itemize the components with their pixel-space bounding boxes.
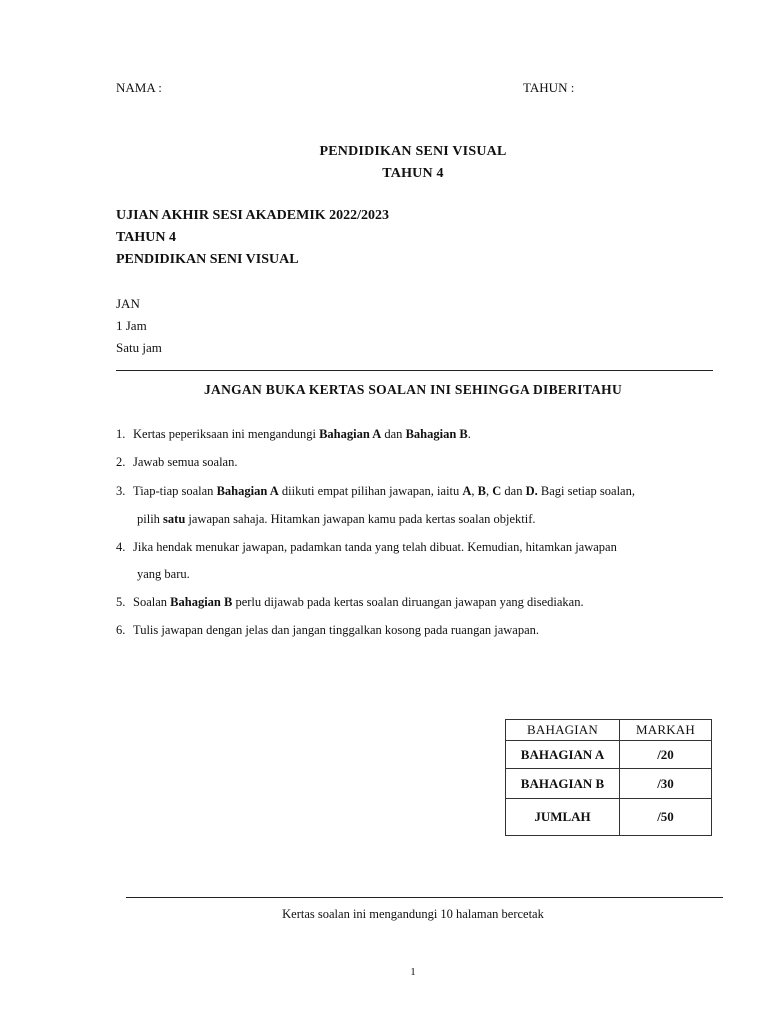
table-row [506,741,712,769]
table-row [506,769,712,799]
subject-title: PENDIDIKAN SENI VISUAL [319,144,507,159]
exam-duration: 1 Jam [116,318,147,333]
instruction-4-continued: yang baru. [137,567,190,581]
exam-subject: PENDIDIKAN SENI VISUAL [116,252,299,267]
tahun-label: TAHUN : [523,80,575,95]
divider-bottom [126,897,723,898]
row-mark: /50 [620,799,712,836]
instruction-2: 2. Jawab semua soalan. [116,455,238,469]
exam-year: TAHUN 4 [116,230,177,245]
header-markah: MARKAH [620,720,712,741]
instruction-3: 3. Tiap-tiap soalan Bahagian A diikuti empat pilihan jawapan, iaitu A, B, C dan D. Bagi setiap soalan, [116,484,635,498]
exam-duration-words: Satu jam [116,340,162,355]
instruction-5: 5. Soalan Bahagian B perlu dijawab pada kertas soalan diruangan jawapan yang disediakan. [116,595,584,609]
page-number: 1 [410,966,416,978]
instruction-4: 4. Jika hendak menukar jawapan, padamkan tanda yang telah dibuat. Kemudian, hitamkan jawapan [116,540,617,554]
nama-label: NAMA : [116,80,162,95]
row-mark: /30 [620,769,712,799]
header-bahagian: BAHAGIAN [506,720,620,741]
instruction-1: 1. Kertas peperiksaan ini mengandungi Bahagian A dan Bahagian B. [116,427,471,441]
instruction-3-continued: pilih satu jawapan sahaja. Hitamkan jawapan kamu pada kertas soalan objektif. [137,512,536,526]
marks-table-header [506,720,712,741]
row-section: BAHAGIAN A [506,741,620,769]
table-row [506,799,712,836]
marks-table [505,719,712,836]
row-mark: /20 [620,741,712,769]
instruction-6: 6. Tulis jawapan dengan jelas dan jangan tinggalkan kosong pada ruangan jawapan. [116,623,540,637]
row-section: JUMLAH [506,799,620,836]
year-title: TAHUN 4 [382,166,444,181]
page-count-note: Kertas soalan ini mengandungi 10 halaman bercetak [282,907,544,921]
row-section: BAHAGIAN B [506,769,620,799]
divider-top [116,370,713,371]
warning-heading: JANGAN BUKA KERTAS SOALAN INI SEHINGGA DIBERITAHU [203,382,623,397]
exam-name: UJIAN AKHIR SESI AKADEMIK 2022/2023 [116,208,390,223]
exam-month: JAN [116,296,140,311]
